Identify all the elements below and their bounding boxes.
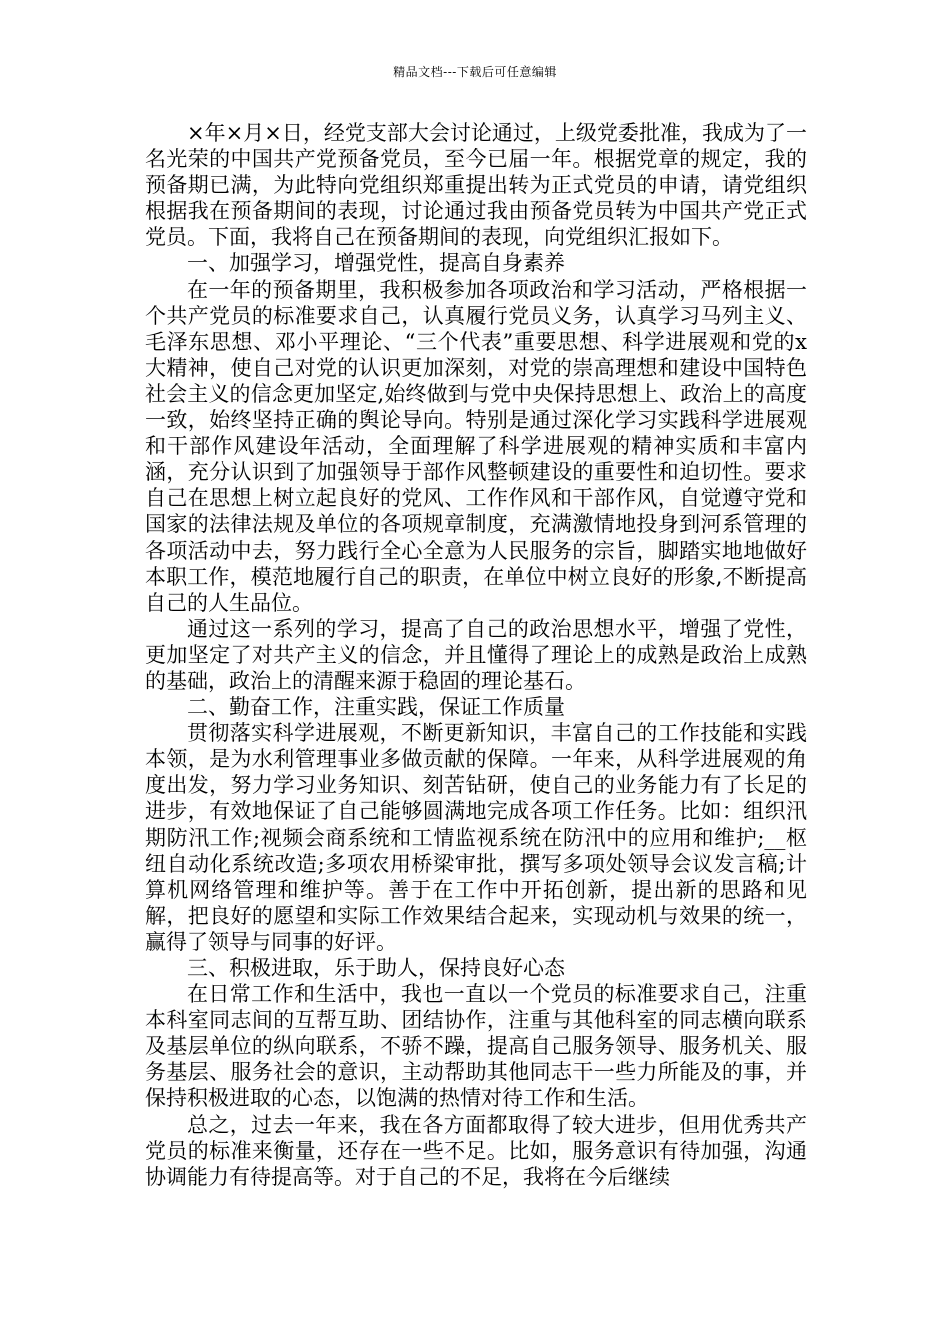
paragraph-study-result: 通过这一系列的学习，提高了自己的政治思想水平，增强了党性，更加坚定了对共产主义的信念，并且懂得了理论上的成熟是政治上成熟的基础，政治上的清醒来源于稳固的理论基石。 bbox=[145, 616, 807, 693]
section-heading-1: 一、加强学习，增强党性，提高自身素养 bbox=[187, 251, 565, 276]
section-heading-3: 三、积极进取，乐于助人，保持良好心态 bbox=[187, 956, 565, 980]
paragraph-summary: 总之，过去一年来，我在各方面都取得了较大进步，但用优秀共产党员的标准来衡量，还存在一些不足。比如，服务意识有待加强，沟通协调能力有待提高等。对于自己的不足，我将在今后继续 bbox=[145, 1112, 807, 1189]
paragraph-study: 在一年的预备期里，我积极参加各项政治和学习活动，严格根据一个共产党员的标准要求自己，认真履行党员义务，认真学习马列主义、毛泽东思想、邓小平理论、“三个代表”重要思想、科学进展观和党的x大精神，使自己对党的认识更加深刻，对党的崇高理想和建设中国特色社会主义的信念更加坚定,始终做到与党中央保持思想上、政治上的高度一致，始终坚持正确的舆论导向。特别是通过深化学习实践科学进展观和干部作风建设年活动，全面理解了科学进展观的精神实质和丰富内涵，充分认识到了加强领导于部作风整顿建设的重要性和迫切性。要求自己在思想上树立起良好的党风、工作作风和干部作风，自觉遵守党和国家的法律法规及单位的各项规章制度，充满激情地投身到河系管理的各项活动中去，努力践行全心全意为人民服务的宗旨，脚踏实地地做好本职工作，模范地履行自己的职责，在单位中树立良好的形象,不断提高自己的人生品位。 bbox=[145, 277, 807, 615]
paragraph-intro: ×年×月×日，经党支部大会讨论通过，上级党委批准，我成为了一名光荣的中国共产党预备党员，至今已届一年。根据党章的规定，我的预备期已满，为此特向党组织郑重提出转为正式党员的申请，请党组织根据我在预备期间的表现，讨论通过我由预备党员转为中国共产党正式党员。下面，我将自己在预备期间的表现，向党组织汇报如下。 bbox=[145, 121, 807, 250]
paragraph-work: 贯彻落实科学进展观，不断更新知识，丰富自己的工作技能和实践本领，是为水利管理事业多做贡献的保障。一年来，从科学进展观的角度出发，努力学习业务知识、刻苦钻研，使自己的业务能力有了长足的进步，有效地保证了自己能够圆满地完成各项工作任务。比如：组织汛期防汛工作;视频会商系统和工情监视系统在防汛中的应用和维护;__枢纽自动化系统改造;多项农用桥梁审批，撰写多项处领导会议发言稿;计算机网络管理和维护等。善于在工作中开拓创新，提出新的思路和见解，把良好的愿望和实际工作效果结合起来，实现动机与效果的统一，赢得了领导与同事的好评。 bbox=[145, 721, 807, 954]
document-body bbox=[145, 120, 807, 1190]
page-header: 精品文档---下载后可任意编辑 bbox=[393, 65, 557, 79]
paragraph-attitude: 在日常工作和生活中，我也一直以一个党员的标准要求自己，注重本科室同志间的互帮互助、团结协作，注重与其他科室的同志横向联系及基层单位的纵向联系，不骄不躁，提高自己服务领导、服务机关、服务基层、服务社会的意识，主动帮助其他同志干一些力所能及的事，并保持积极进取的心态，以饱满的热情对待工作和生活。 bbox=[145, 982, 807, 1111]
section-heading-2: 二、勤奋工作，注重实践，保证工作质量 bbox=[187, 695, 565, 720]
